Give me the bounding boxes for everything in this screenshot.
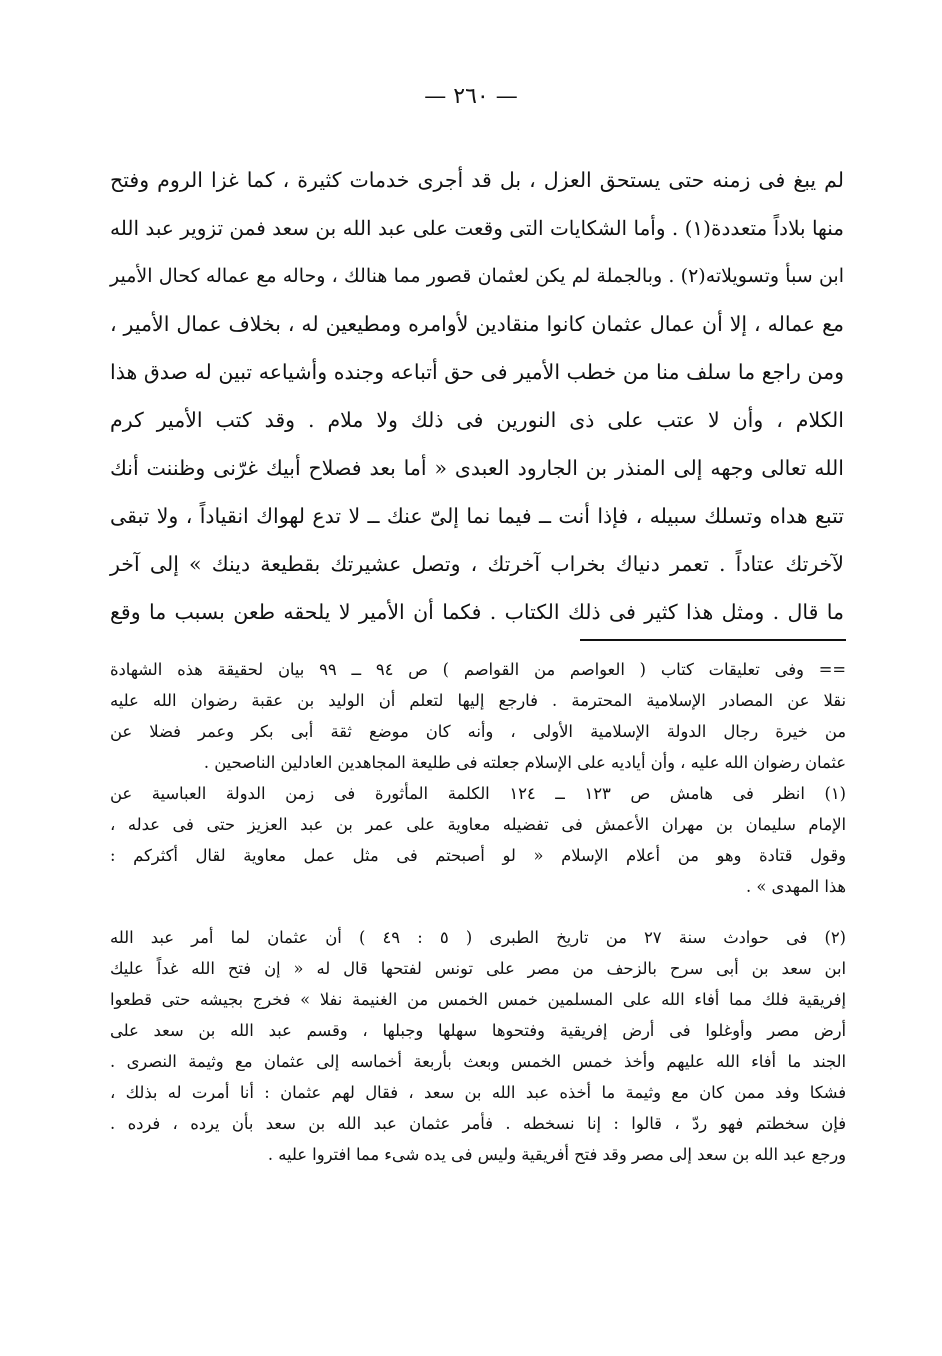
footnote-line: (٢) فى حوادث سنة ٢٧ من تاريخ الطبرى ( ٥ : ٤٩ ) أن عثمان لما أمر عبد الله [110, 928, 846, 947]
footnote-line: ورجع عبد الله بن سعد إلى مصر وقد فتح أفريقية وليس فى يده شىء مما افتروا عليه . [267, 1145, 846, 1164]
footnote-line: فإن سخطتم فهو ردّ ، قالوا : إنا نسخطه . فأمر عثمان عبد الله بن سعد بأن يرده ، فرده . [110, 1114, 846, 1133]
main-line: الله تعالى وجهه إلى المنذر بن الجارود العبدى « أما بعد فصلاح أبيك غرّنى وظننت أنك [110, 456, 844, 480]
footnote-line: هذا المهدى » . [745, 877, 846, 896]
footnote-line: ابن سعد بن أبى سرح بالزحف من مصر على تونس لفتحها قال له « إن فتح الله غداً عليك [110, 959, 846, 978]
page-number: — ٢٦٠ — [424, 84, 518, 109]
main-text [110, 156, 844, 636]
footnote-line: الإمام سليمان بن مهران الأعمش فى تفضيله معاوية على عمر بن عبد العزيز حتى فى عدله ، [110, 815, 846, 834]
footnote-line: عثمان رضوان الله عليه ، وأن أياديه على الإسلام جعلته فى طليعة المجاهدين العادلين الناصحين . [203, 753, 846, 772]
main-line: منها بلاداً متعددة(١) . وأما الشكايات التى وقعت على عبد الله بن سعد فمن تزوير عبد الله [110, 216, 845, 240]
footnote-line: الجند ما أفاء الله عليهم وأخذ خمس الخمس وبعث بأربعة أخماسه إلى عثمان مع وثيمة النصرى . [110, 1052, 846, 1071]
main-line: لم يبغ فى زمنه حتى يستحق العزل ، بل قد أجرى خدمات كثيرة ، كما غزا الروم وفتح [110, 168, 844, 192]
footnote-line: أرض مصر وأوغلوا فى أرض إفريقية وفتحوها سهلها وجبلها ، وقسم عبد الله بن سعد على [110, 1021, 846, 1040]
footnote-line: وقول قتادة وهو من أعلام الإسلام « لو أصبحتم فى مثل عمل معاوية لقال أكثركم : [110, 846, 846, 865]
footnotes [110, 654, 846, 1170]
footnote-line: (١) انظر فى هامش ص ١٢٣ ــ ١٢٤ الكلمة المأثورة فى زمن الدولة العباسية عن [110, 784, 846, 803]
main-line: لآخرتك عتاداً . تعمر دنياك بخراب آخرتك ، وتصل عشيرتك بقطيعة دينك » إلى آخر [110, 552, 844, 576]
main-line: ومن راجع ما سلف منا من خطب الأمير فى حق أتباعه وجنده وأشياعه تبين له صدق هذا [110, 360, 844, 384]
footnote-line: من خيرة رجال الدولة الإسلامية الأولى ، وأنه كان موضع ثقة أبى بكر وعمر فضلا عن [110, 722, 846, 741]
main-line: ما قال . ومثل هذا كثير فى ذلك الكتاب . فكما أن الأمير لا يلحقه طعن بسبب ما وقع [110, 600, 844, 624]
footnote-line: فشكا وفد ممن كان مع وثيمة ما أخذه عبد الله بن سعد ، فقال لهم عثمان : أنا أمرت له بذلك ، [110, 1083, 846, 1102]
footnote-line: نقلا عن المصادر الإسلامية المحترمة . فارجع إليها لتعلم أن الوليد بن عقبة رضوان الله عليه [110, 691, 846, 710]
main-line: مع عماله ، إلا أن عمال عثمان كانوا منقادين لأوامره ومطيعين له ، بخلاف عمال الأمير ، [110, 312, 844, 336]
footnote-continuation [110, 654, 846, 778]
main-line: ابن سبأ وتسويلاته(٢) . وبالجملة لم يكن لعثمان قصور مما هنالك ، وحاله مع عماله كحال الأمير [110, 265, 844, 287]
footnote-gap [110, 902, 846, 922]
footnote-line: == وفى تعليقات كتاب ( العواصم من القواصم ) ص ٩٤ ــ ٩٩ بيان لحقيقة هذه الشهادة [110, 660, 846, 679]
footnote-2 [110, 922, 846, 1170]
footnote-1 [110, 778, 846, 902]
main-line: تتبع هداه وتسلك سبيله ، فإذا أنت ــ فيما نما إلىّ عنك ــ لا تدع لهواك انقياداً ، ولا تبقى [110, 504, 844, 528]
footnote-separator [580, 639, 846, 641]
main-line: الكلام ، وأن لا عتب على ذى النورين فى ذلك ولا ملام . وقد كتب الأمير كرم [110, 408, 844, 432]
footnote-line: إفريقية فلك مما أفاء الله على المسلمين خمس الخمس من الغنيمة نفلا » فخرج بجيشه حتى قطعوا [110, 990, 846, 1009]
